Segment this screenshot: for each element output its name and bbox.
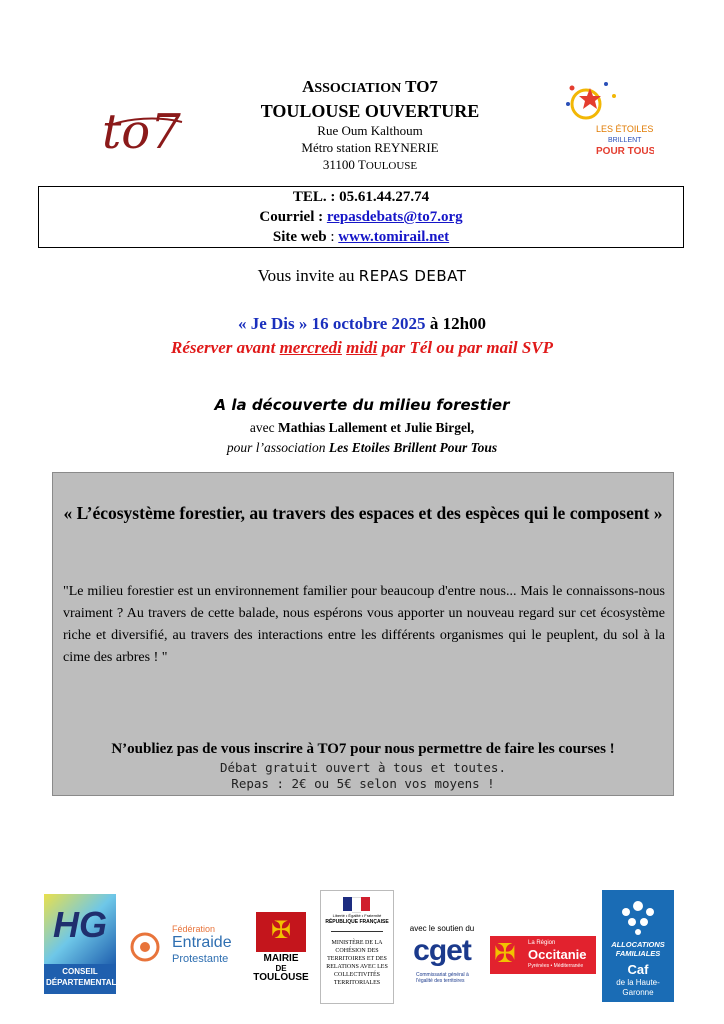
to7-logo [98, 96, 188, 166]
phone-number[interactable]: 05.61.44.27.74 [339, 189, 430, 205]
occitan-cross-icon: ✠ [494, 939, 516, 968]
org-city: TOULOUSE OUVERTURE [260, 101, 480, 121]
speakers: avec Mathias Lallement et Julie Birgel, [249, 420, 475, 435]
svg-text:LES ÉTOILES: LES ÉTOILES [596, 124, 654, 134]
website-line: Site web : www.tomirail.net [272, 229, 450, 245]
address-street: Rue Oum Kalthoum [317, 123, 423, 138]
free-debate-line: Débat gratuit ouvert à tous et toutes. [220, 760, 506, 775]
quote-body: "Le milieu forestier est un environnement familier pour beaucoup d'entre nous... Mais le connaissons-nous vraiment ? Au travers de cette balade, nous espérons vous apporter un nouveau regard sur cet écosystème riche et diversifié, au travers des interactions entre les différents organismes qui le peuplent, du sol à la cime des arbres ! " [63, 584, 665, 665]
conseil-departemental-logo: HG CONSEIL DÉPARTEMENTAL [44, 894, 116, 994]
topic-title: A la découverte du milieu forestier [214, 396, 510, 414]
email-line: Courriel : repasdebats@to7.org [259, 209, 463, 225]
invitation-line: Vous invite au REPAS DEBAT [257, 266, 467, 285]
entraide-protestante-logo: Fédération Entraide Protestante [128, 924, 246, 968]
organization-header [210, 76, 530, 175]
cget-logo: avec le soutien du cget Commissariat général à l'égalité des territoires [409, 924, 475, 984]
contact-box [38, 186, 684, 248]
quote-title: « L’écosystème forestier, au travers des espaces et des espèces qui le composent » [63, 503, 663, 523]
etoiles-brillent-logo [556, 74, 654, 164]
event-type: REPAS DEBAT [358, 267, 467, 285]
caf-logo: ALLOCATIONS FAMILIALES Caf de la Haute-Garonne [602, 890, 674, 1002]
description-box [52, 472, 674, 796]
svg-text:POUR TOUS: POUR TOUS [596, 146, 654, 157]
address-metro: Métro station REYNERIE [301, 140, 439, 155]
ministere-logo: Liberté • Égalité • Fraternité RÉPUBLIQUE FRANÇAISE MINISTÈRE DE LA COHÉSION DES TERRITOIRES ET DES RELATIONS AVEC LES COLLECTIVITÉS TERRITORIALES [320, 890, 394, 1004]
address-city: 31100 TOULOUSE [322, 157, 418, 172]
registration-reminder: N’oubliez pas de vous inscrire à TO7 pour nous permettre de faire les courses ! [111, 741, 615, 757]
phone-line: TEL. : 05.61.44.27.74 [292, 189, 430, 205]
association-credit: pour l’association Les Etoiles Brillent Pour Tous [226, 440, 498, 455]
email-link[interactable]: repasdebats@to7.org [326, 209, 463, 225]
reservation-notice: Réserver avant mercredi midi par Tél ou par mail SVP [170, 338, 554, 357]
org-name: ASSOCIATION TO7 [302, 77, 438, 96]
region-occitanie-logo: ✠ La Région Occitanie Pyrénées • Méditerranée [490, 936, 596, 974]
occitan-cross-icon: ✠ [270, 918, 292, 944]
event-date: « Je Dis » 16 octobre 2025 à 12h00 [237, 314, 487, 333]
meal-price-line: Repas : 2€ ou 5€ selon vos moyens ! [231, 776, 495, 791]
mairie-toulouse-logo: ✠ MAIRIE DE TOULOUSE [252, 912, 310, 988]
to7-logo-text: to7 [102, 104, 181, 160]
svg-text:BRILLENT: BRILLENT [608, 137, 642, 144]
website-link[interactable]: www.tomirail.net [338, 229, 450, 245]
